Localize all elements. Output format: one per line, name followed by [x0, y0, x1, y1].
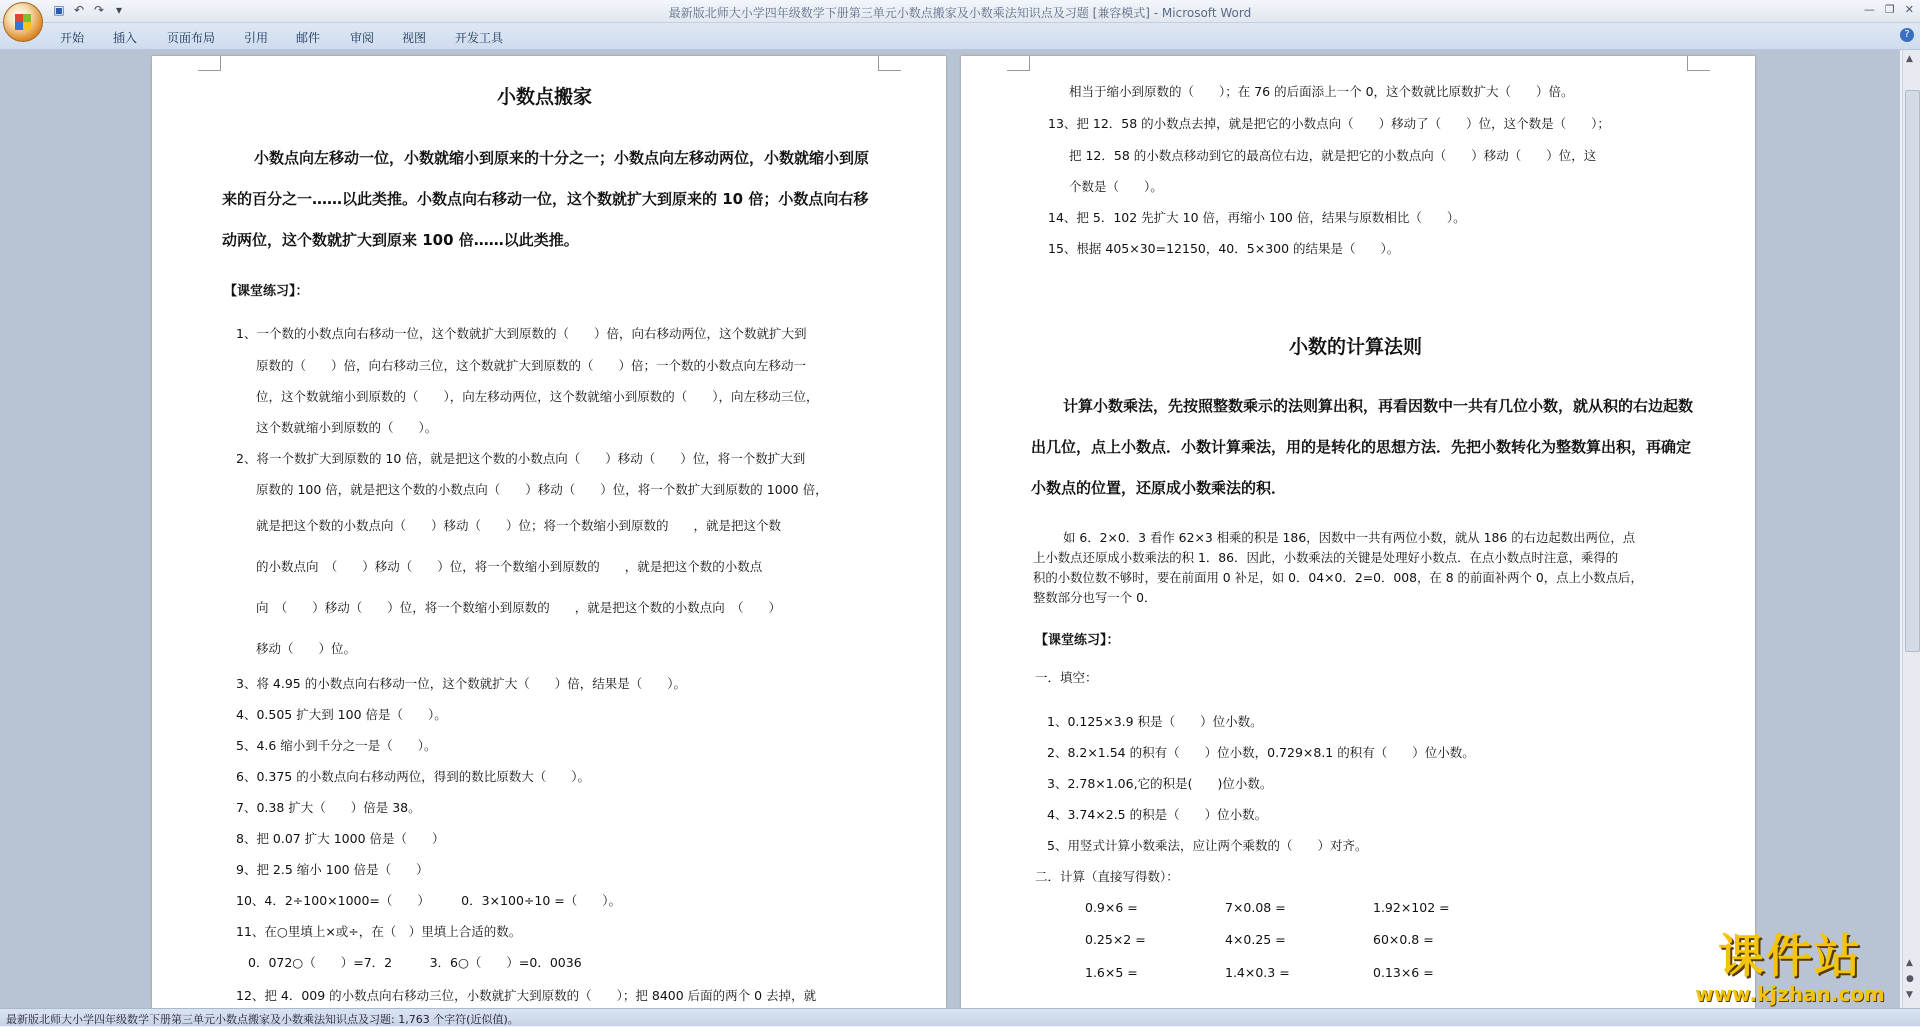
calc-cell: 0.25×2 =: [1085, 932, 1146, 947]
watermark-logo-text: 课件站: [1718, 929, 1862, 983]
question-line: 2、将一个数扩大到原数的 10 倍，就是把这个数的小数点向（ ）移动（ ）位，将一个数扩大到: [236, 451, 806, 466]
scrollbar-thumb[interactable]: [1905, 90, 1920, 652]
question-line: 3、将 4.95 的小数点向右移动一位，这个数就扩大（ ）倍，结果是（ ）。: [236, 676, 686, 691]
example-line: 积的小数位数不够时，要在前面用 0 补足，如 0．04×0．2=0．008，在 8 的前面补两个 0，点上小数点后，: [1033, 570, 1643, 585]
calc-cell: 0.9×6 =: [1085, 900, 1138, 915]
practice-label: 【课堂练习】：: [1035, 633, 1120, 648]
scroll-up-icon[interactable]: ▲: [1906, 54, 1913, 64]
question-line: 原数的（ ）倍，向右移动三位，这个数就扩大到原数的（ ）倍；一个数的小数点向左移动一: [256, 358, 807, 373]
save-icon[interactable]: ▣: [53, 3, 65, 17]
close-icon[interactable]: ✕: [1904, 3, 1914, 16]
calc-cell: 1.92×102 =: [1373, 900, 1450, 915]
calc-cell: 0.13×6 =: [1373, 965, 1434, 980]
tab-page-layout[interactable]: 页面布局: [167, 31, 216, 45]
margin-mark: [878, 56, 901, 71]
office-logo-icon: [15, 14, 31, 30]
site-watermark: [1670, 930, 1910, 1006]
question-line: 8、把 0.07 扩大 1000 倍是（ ）: [236, 831, 445, 846]
question-line: 6、0.375 的小数点向右移动两位，得到的数比原数大（ ）。: [236, 769, 590, 784]
vertical-scrollbar[interactable]: [1902, 50, 1920, 1008]
question-line: 原数的 100 倍，就是把这个数的小数点向（ ）移动（ ）位，将一个数扩大到原数的 1000 倍，: [256, 482, 828, 497]
fill-line: 2、8.2×1.54 的积有（ ）位小数，0.729×8.1 的积有（ ）位小数。: [1047, 745, 1475, 760]
fill-line: 5、用竖式计算小数乘法，应让两个乘数的（ ）对齐。: [1047, 838, 1368, 853]
question-line: 位，这个数就缩小到原数的（ ），向左移动两位，这个数就缩小到原数的（ ），向左移动三位，: [256, 389, 819, 404]
window-title: 最新版北师大小学四年级数学下册第三单元小数点搬家及小数乘法知识点及习题 [兼容模式] - Microsoft Word: [668, 6, 1252, 20]
tab-review[interactable]: 审阅: [350, 31, 375, 45]
tab-developer[interactable]: 开发工具: [455, 31, 504, 45]
tab-view[interactable]: 视图: [402, 31, 427, 45]
window-controls: [1864, 3, 1914, 16]
question-line: 10、4．2÷100×1000=（ ） 0．3×100÷10 =（ ）。: [236, 893, 621, 908]
question-line: 7、0.38 扩大（ ）倍是 38。: [236, 800, 421, 815]
question-line: 9、把 2.5 缩小 100 倍是（ ）: [236, 862, 429, 877]
question-line: 15、根据 405×30=12150，40．5×300 的结果是（ ）。: [1048, 241, 1400, 256]
document-page-1: [152, 56, 946, 1008]
calc-cell: 4×0.25 =: [1225, 932, 1286, 947]
fill-line: 4、3.74×2.5 的积是（ ）位小数。: [1047, 807, 1268, 822]
practice-label: 【课堂练习】：: [224, 284, 309, 299]
page-title: 小数点搬家: [497, 86, 593, 108]
ribbon-tabs: [0, 23, 1920, 50]
question-line: 移动（ ）位。: [256, 641, 357, 656]
question-line: 11、在○里填上×或÷，在（ ）里填上合适的数。: [236, 924, 522, 939]
margin-mark: [198, 56, 221, 71]
question-line: 13、把 12．58 的小数点去掉，就是把它的小数点向（ ）移动了（ ）位，这个数是（ ）；: [1048, 116, 1610, 131]
help-icon[interactable]: ?: [1900, 28, 1914, 42]
document-page-2: [961, 56, 1755, 1008]
watermark-url: www.kjzhan.com: [1695, 982, 1885, 1006]
question-line: 相当于缩小到原数的（ ）；在 76 的后面添上一个 0，这个数就比原数扩大（ ）倍。: [1069, 84, 1574, 99]
calc-cell: 1.6×5 =: [1085, 965, 1138, 980]
question-line: 就是把这个数的小数点向（ ）移动（ ）位；将一个数缩小到原数的 ，就是把这个数: [256, 518, 782, 533]
fill-line: 1、0.125×3.9 积是（ ）位小数。: [1047, 714, 1263, 729]
tab-insert[interactable]: 插入: [113, 31, 138, 45]
page-up-icon[interactable]: ▲: [1906, 958, 1913, 968]
redo-icon[interactable]: ↷: [93, 3, 105, 17]
intro-paragraph: 计算小数乘法，先按照整数乘示的法则算出积，再看因数中一共有几位小数，就从积的右边起数出几位，点上小数点．小数计算乘法，用的是转化的思想方法．先把小数转化为整数算出积，再确定小数点的位置，还原成小数乘法的积．: [1031, 397, 1694, 497]
section-heading: 二．计算（直接写得数）：: [1035, 869, 1179, 884]
question-line: 5、4.6 缩小到千分之一是（ ）。: [236, 738, 437, 753]
question-line: 这个数就缩小到原数的（ ）。: [256, 420, 438, 435]
question-line: 12、把 4．009 的小数点向右移动三位，小数就扩大到原数的（ ）；把 8400 后面的两个 0 去掉，就: [236, 988, 817, 1003]
page-down-icon[interactable]: ▼: [1906, 990, 1913, 1000]
tab-references[interactable]: 引用: [244, 31, 269, 45]
section-title: 小数的计算法则: [1289, 336, 1423, 358]
question-line: 向 （ ）移动（ ）位，将一个数缩小到原数的 ，就是把这个数的小数点向 （ ）: [256, 600, 782, 615]
calc-cell: 60×0.8 =: [1373, 932, 1434, 947]
tab-home[interactable]: 开始: [60, 31, 85, 45]
customize-qat-icon[interactable]: ▾: [115, 3, 123, 17]
question-line: 14、把 5．102 先扩大 10 倍，再缩小 100 倍，结果与原数相比（ ）。: [1048, 210, 1466, 225]
example-line: 上小数点还原成小数乘法的积 1．86．因此，小数乘法的关键是处理好小数点．在点小数点时注意，乘得的: [1033, 550, 1619, 565]
margin-mark: [1687, 56, 1710, 71]
browse-object-icon[interactable]: ●: [1906, 974, 1914, 984]
question-line: 的小数点向 （ ）移动（ ）位，将一个数缩小到原数的 ，就是把这个数的小数点: [256, 559, 763, 574]
question-line: 1、一个数的小数点向右移动一位，这个数就扩大到原数的（ ）倍，向右移动两位，这个数就扩大到: [236, 326, 807, 341]
calc-cell: 7×0.08 =: [1225, 900, 1286, 915]
minimize-icon[interactable]: —: [1863, 3, 1875, 16]
question-line: 个数是（ ）。: [1069, 179, 1163, 194]
status-bar: [0, 1008, 1920, 1026]
question-line: 0．072○（ ）=7．2 3．6○（ ）=0．0036: [248, 955, 582, 970]
calc-cell: 1.4×0.3 =: [1225, 965, 1290, 980]
maximize-icon[interactable]: ❐: [1884, 3, 1895, 16]
undo-icon[interactable]: ↶: [73, 3, 85, 17]
margin-mark: [1007, 56, 1030, 71]
status-text: 最新版北师大小学四年级数学下册第三单元小数点搬家及小数乘法知识点及习题: 1,763 个字符(近似值)。: [6, 1013, 519, 1026]
office-button[interactable]: [3, 2, 43, 42]
tab-mailings[interactable]: 邮件: [296, 31, 321, 45]
intro-paragraph: 小数点向左移动一位，小数就缩小到原来的十分之一；小数点向左移动两位，小数就缩小到原来的百分之一……以此类推。小数点向右移动一位，这个数就扩大到原来的 10 倍；小数点向右移动两位，这个数就扩大到原来 100 倍……以此类推。: [222, 149, 870, 249]
example-line: 整数部分也写一个 0．: [1033, 590, 1157, 605]
section-heading: 一．填空：: [1035, 670, 1098, 685]
fill-line: 3、2.78×1.06,它的积是( )位小数。: [1047, 776, 1273, 791]
title-bar: [0, 0, 1920, 23]
question-line: 4、0.505 扩大到 100 倍是（ ）。: [236, 707, 447, 722]
example-line: 如 6．2×0．3 看作 62×3 相乘的积是 186，因数中一共有两位小数，就从 186 的右边起数出两位，点: [1063, 530, 1636, 545]
question-line: 把 12．58 的小数点移动到它的最高位右边，就是把它的小数点向（ ）移动（ ）位，这: [1069, 148, 1597, 163]
